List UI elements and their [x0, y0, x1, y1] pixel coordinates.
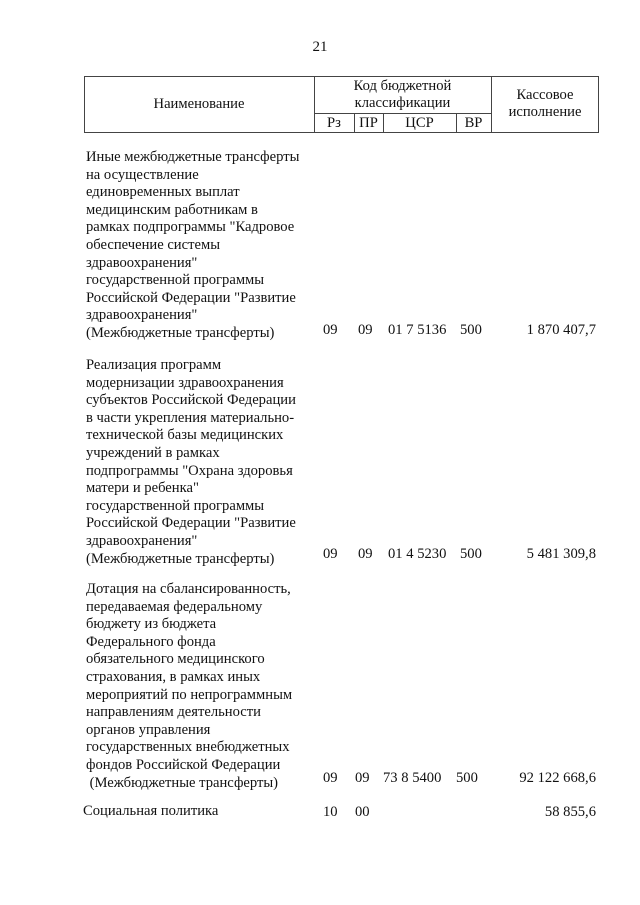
- header-csr: ЦСР: [405, 115, 434, 131]
- header-amount: [491, 87, 599, 121]
- header-amount-line1: Кассовое: [516, 87, 574, 103]
- row-amount: 1 870 407,7: [526, 322, 596, 338]
- row-name: Дотация на сбалансированность, передаваемая федеральному бюджету из бюджета Федерального фонда обязательного медицинского страхования, в рамках иных мероприятий по непрограммным направлениям деятельности органов управления государственных внебюджетных фондов Российской Федерации (Межбюджетные трансферты): [86, 581, 293, 791]
- row-rz: 10: [323, 804, 338, 820]
- row-pr: 09: [355, 770, 370, 786]
- header-pr: ПР: [359, 115, 378, 131]
- row-vr: 500: [460, 322, 482, 338]
- row-pr: 00: [355, 804, 370, 820]
- page-number: 21: [312, 39, 328, 55]
- row-rz: 09: [323, 770, 338, 786]
- row-pr: 09: [358, 546, 373, 562]
- row-pr: 09: [358, 322, 373, 338]
- header-code-group: [314, 78, 491, 112]
- header-code-group-line1: Код бюджетной: [353, 78, 452, 94]
- row-vr: 500: [456, 770, 478, 786]
- row-name: Иные межбюджетные трансферты на осуществление единовременных выплат медицинским работникам в рамках подпрограммы "Кадровое обеспечение системы здравоохранения" государственной программы Российской Федерации "Развитие здравоохранения" (Межбюджетные трансферты): [86, 149, 300, 341]
- header-code-group-line2: классификации: [354, 95, 451, 111]
- header-divider-subrow: [314, 113, 491, 114]
- row-name: Социальная политика: [83, 803, 219, 819]
- row-name: Реализация программ модернизации здравоохранения субъектов Российской Федерации в части укрепления материально- технической базы медицинских учреждений в рамках подпрограммы "Охрана здоровья матери и ребенка" государственной программы Российской Федерации "Развитие здравоохранения" (Межбюджетные трансферты): [86, 357, 296, 567]
- row-rz: 09: [323, 546, 338, 562]
- row-csr: 01 7 5136: [388, 322, 447, 338]
- row-amount: 92 122 668,6: [519, 770, 596, 786]
- header-amount-line2: исполнение: [508, 104, 582, 120]
- row-vr: 500: [460, 546, 482, 562]
- row-csr: 73 8 5400: [383, 770, 442, 786]
- row-amount: 58 855,6: [544, 804, 596, 820]
- header-name: Наименование: [153, 96, 245, 112]
- row-csr: 01 4 5230: [388, 546, 447, 562]
- row-rz: 09: [323, 322, 338, 338]
- header-rz: Рз: [327, 115, 341, 131]
- header-vr: ВР: [464, 115, 483, 131]
- row-amount: 5 481 309,8: [526, 546, 596, 562]
